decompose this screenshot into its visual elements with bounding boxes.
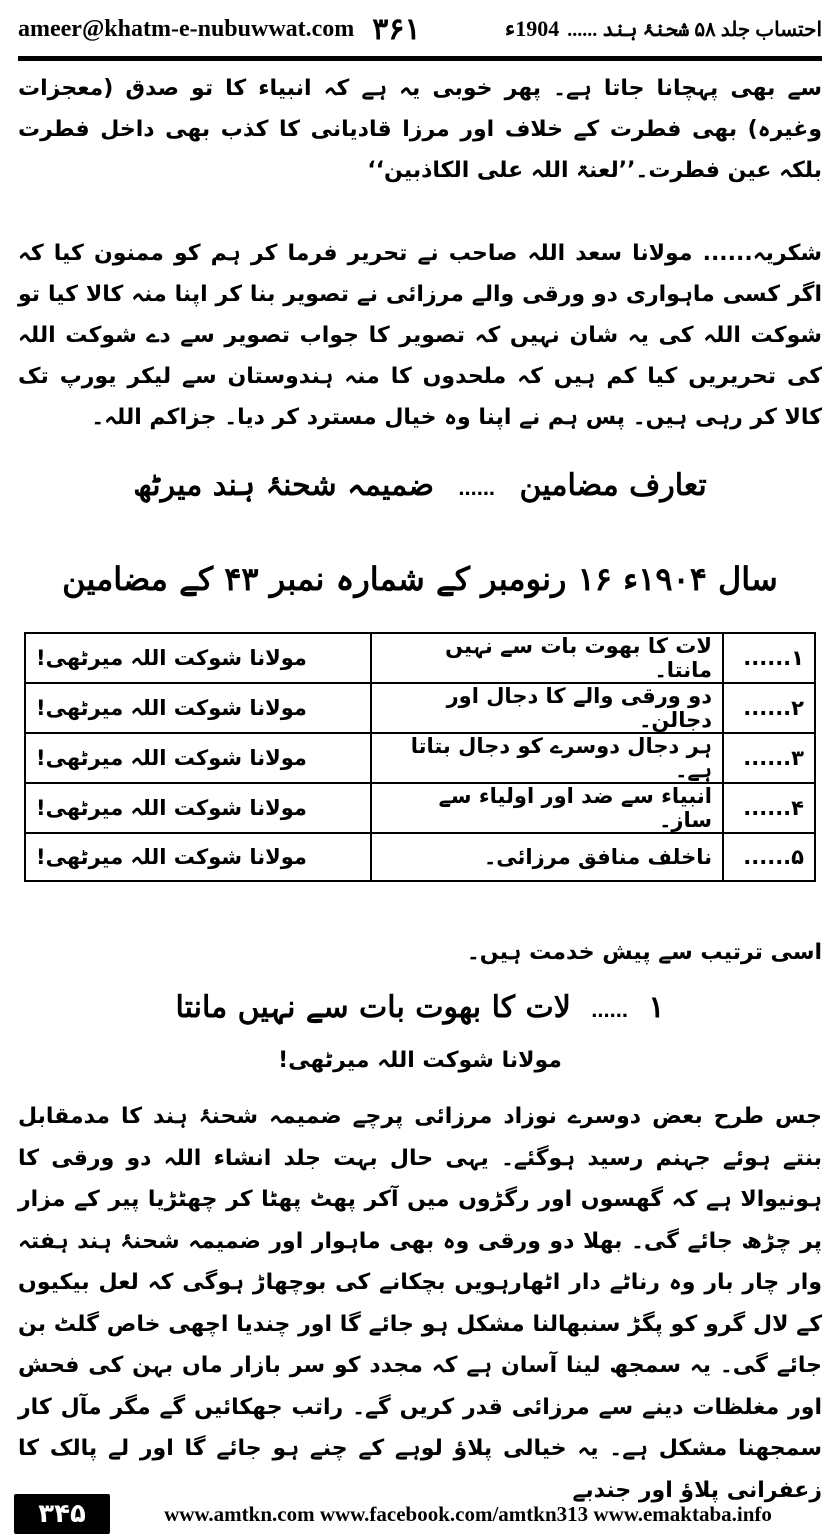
- page-header: [18, 8, 822, 50]
- footer-page-number: ۳۴۵: [14, 1494, 110, 1534]
- row-title: دو ورقی والے کا دجال اور دجالن۔: [371, 683, 723, 733]
- table-row: [25, 733, 815, 783]
- row-title: لات کا بھوت بات سے نہیں مانتا۔: [371, 633, 723, 683]
- row-author: مولانا شوکت اللہ میرٹھی!: [25, 783, 371, 833]
- paragraph-2: شکریہ...... مولانا سعد اللہ صاحب نے تحریر فرما کر ہم کو ممنون کیا کہ اگر کسی ماہواری دو ورقی والے مرزائی نے تصویر بنا کر اپنا منہ کالا کیا تو شوکت اللہ کی یہ شان نہیں کہ تصویر کا جواب تصویر سے دے شوکت اللہ کی تحریریں کیا کم ہیں کہ ملحدوں کا منہ ہندوستان سے لیکر یورپ تک کالا کر رہی ہیں۔ پس ہم نے اپنا وہ خیال مسترد کر دیا۔ جزاکم اللہ۔: [18, 241, 822, 430]
- table-row: [25, 833, 815, 881]
- article-author: مولانا شوکت اللہ میرٹھی!: [278, 1048, 562, 1073]
- section-heading: [18, 468, 822, 503]
- article-heading: [18, 990, 822, 1025]
- footer-links: www.amtkn.com www.facebook.com/amtkn313 www.emaktaba.info: [164, 1501, 772, 1526]
- row-author: مولانا شوکت اللہ میرٹھی!: [25, 683, 371, 733]
- header-left: [18, 12, 421, 47]
- row-number: ۵......: [723, 833, 815, 881]
- section-heading-dots: ......: [458, 475, 496, 500]
- row-number: ۲......: [723, 683, 815, 733]
- article-number: ۱: [648, 990, 665, 1025]
- row-author: مولانا شوکت اللہ میرٹھی!: [25, 833, 371, 881]
- paragraph-1: سے بھی پہچانا جاتا ہے۔ پھر خوبی یہ ہے کہ انبیاء کا تو صدق (معجزات وغیرہ) بھی فطرت کے خلاف اور مرزا قادیانی کا کذب بھی داخل فطرت بلکہ عین فطرت۔’’لعنۃ اللہ علی الکاذبین‘‘: [18, 76, 822, 183]
- paragraph-3: جس طرح بعض دوسرے نوزاد مرزائی پرچے ضمیمہ شحنۂ ہند کا مدمقابل بنتے ہوئے جہنم رسید ہوگئے۔ یہی حال بہت جلد انشاء اللہ دو ورقی کا ہونیوالا ہے کہ گھسوں اور رگڑوں میں آکر پھٹ پھٹا کر چھٹڑیا پیر کے مزار پر چڑھ جائے گی۔ بھلا دو ورقی وہ بھی ماہوار اور ضمیمہ شحنۂ ہند ہفتہ وار چار بار وہ رناٹے دار اٹھارہویں بچکانے کی بوچھاڑ ہوگی کہ لعل بیکیوں کے لال گرو کو پگڑ سنبھالنا مشکل ہو جائے گا اور چندیا اچھی خاص گلٹ بن جائے گی۔ یہ سمجھ لینا آسان ہے کہ مجدد کو سر بازار ماں بہن کی فحش اور مغلظات دینے سے مرزائی قدر کریں گے۔ راتب جھکائیں گے مگر مآل کار سمجھنا مشکل ہے۔ یہ خیالی پلاؤ لوہے کے چنے ہو جائے گا اور لے پالک کا زعفرانی پلاؤ اور جندبے: [18, 1104, 822, 1503]
- article-dots: ......: [591, 997, 628, 1022]
- header-right: [505, 16, 822, 42]
- article-title: لات کا بھوت بات سے نہیں مانتا: [175, 990, 571, 1025]
- section-heading-left: تعارف مضامین: [519, 468, 707, 503]
- row-number: ۴......: [723, 783, 815, 833]
- section-heading-right: ضمیمہ شحنۂ ہند میرٹھ: [133, 468, 434, 503]
- header-email: ameer@khatm-e-nubuwwat.com: [18, 15, 355, 42]
- row-author: مولانا شوکت اللہ میرٹھی!: [25, 733, 371, 783]
- header-page-number: ۳۶۱: [372, 12, 421, 46]
- row-number: ۱......: [723, 633, 815, 683]
- table-row: [25, 783, 815, 833]
- header-rule: [18, 56, 822, 61]
- contents-table: [24, 632, 816, 882]
- issue-heading: سال ۱۹۰۴ء ۱۶ رنومبر کے شمارہ نمبر ۴۳ کے مضامین: [62, 560, 778, 598]
- row-author: مولانا شوکت اللہ میرٹھی!: [25, 633, 371, 683]
- table-row: [25, 633, 815, 683]
- table-row: [25, 683, 815, 733]
- row-number: ۳......: [723, 733, 815, 783]
- header-year: 1904ء: [504, 16, 560, 41]
- header-book-title: احتساب جلد ۵۸ شحنۂ ہند ......: [567, 18, 822, 41]
- row-title: ناخلف منافق مرزائی۔: [371, 833, 723, 881]
- row-title: ہر دجال دوسرے کو دجال بتاتا ہے۔: [371, 733, 723, 783]
- row-title: انبیاء سے ضد اور اولیاء سے ساز۔: [371, 783, 723, 833]
- page-footer: [14, 1492, 826, 1536]
- after-table-text: اسی ترتیب سے پیش خدمت ہیں۔: [466, 940, 822, 965]
